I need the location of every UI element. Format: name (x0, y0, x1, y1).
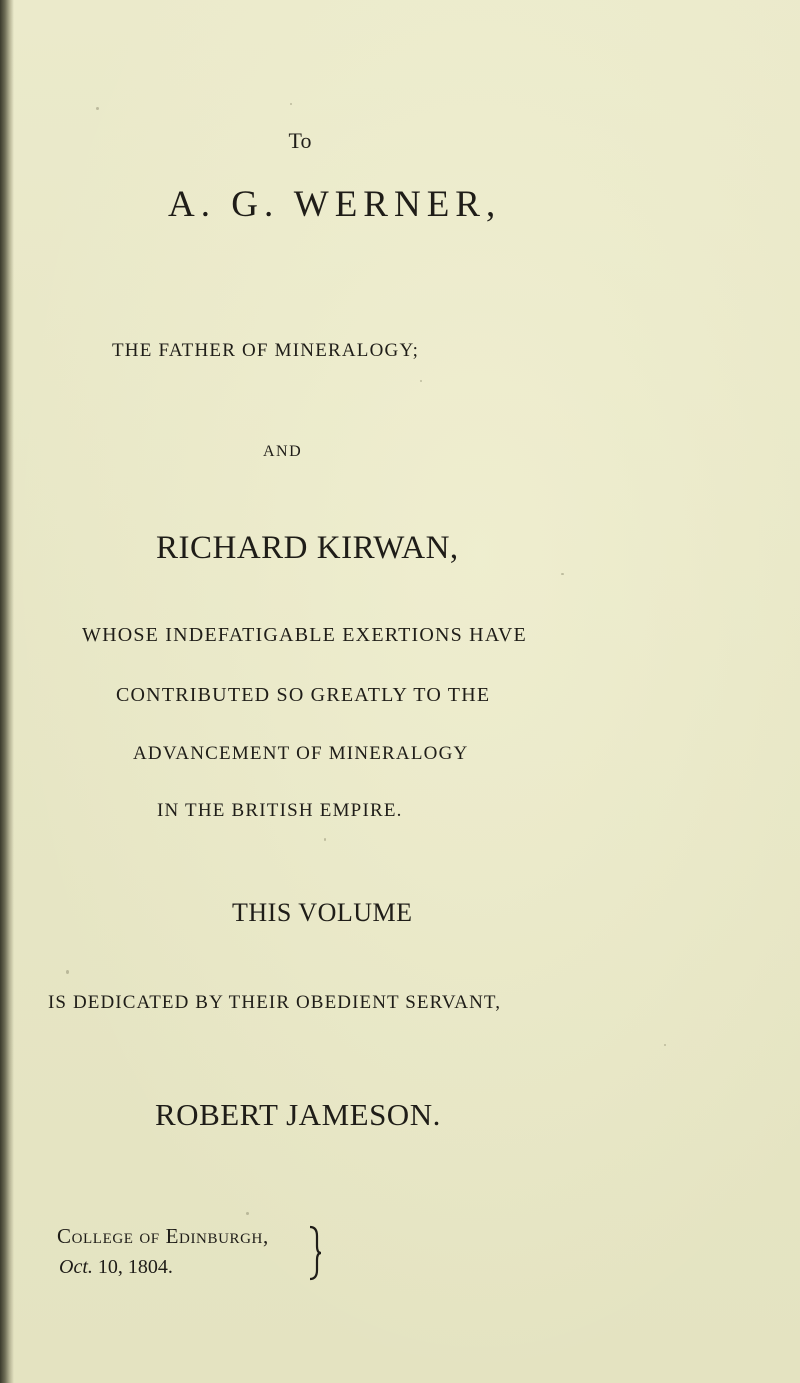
werner-epithet: THE FATHER OF MINERALOGY; (112, 340, 420, 361)
signature-place: College of Edinburgh, (57, 1224, 269, 1248)
dedicated-by-line: IS DEDICATED BY THEIR OBEDIENT SERVANT, (48, 992, 502, 1013)
tribute-line-4: IN THE BRITISH EMPIRE. (157, 800, 403, 821)
signature-date (59, 1256, 259, 1279)
paper-speck (96, 107, 99, 110)
dedication-to: To (288, 128, 312, 153)
paper-speck (290, 103, 292, 105)
dedicatee-werner: A. G. WERNER, (168, 184, 502, 225)
closing-brace-icon (308, 1224, 322, 1282)
paper-speck (664, 1044, 666, 1046)
tribute-line-3: ADVANCEMENT OF MINERALOGY (133, 743, 469, 764)
date-day-year: 10, 1804. (92, 1256, 173, 1278)
paper-speck (420, 380, 422, 382)
binding-gutter (0, 0, 14, 1383)
paper-speck (66, 970, 69, 974)
dedicatee-kirwan: RICHARD KIRWAN, (156, 530, 459, 566)
conjunction-and: AND (263, 443, 303, 460)
this-volume: THIS VOLUME (232, 898, 413, 927)
date-month: Oct. (59, 1256, 93, 1278)
tribute-line-2: CONTRIBUTED SO GREATLY TO THE (116, 684, 491, 706)
paper-speck (324, 838, 326, 841)
paper-speck (246, 1212, 249, 1215)
author-name: ROBERT JAMESON. (155, 1097, 441, 1132)
tribute-line-1: WHOSE INDEFATIGABLE EXERTIONS HAVE (82, 624, 527, 646)
paper-speck (561, 573, 564, 575)
